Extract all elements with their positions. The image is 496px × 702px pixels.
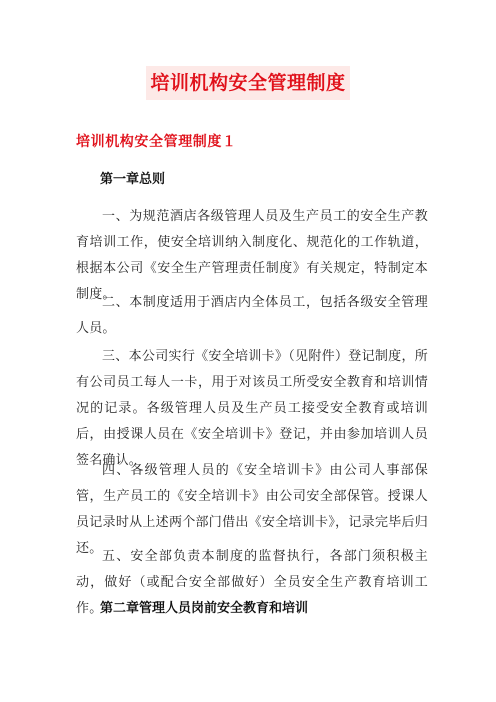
paragraph-3: 三、本公司实行《安全培训卡》（见附件）登记制度，所有公司员工每人一卡，用于对该员工所受安全教育和培训情况的记录。各级管理人员及生产员工接受安全教育或培训后，由授课人员在《安全培训卡》登记，并由参加培训人员签名确认。 [76, 349, 428, 468]
paragraph-1: 一、为规范酒店各级管理人员及生产员工的安全生产教育培训工作，使安全培训纳入制度化、规范化的工作轨道，根据本公司《安全生产管理责任制度》有关规定，特制定本制度。 [76, 209, 428, 302]
title-container [0, 66, 496, 100]
document-subtitle: 培训机构安全管理制度１ [76, 134, 237, 150]
paragraph-4: 四、各级管理人员的《安全培训卡》由公司人事部保管，生产员工的《安全培训卡》由公司安全部保管。授课人员记录时从上述两个部门借出《安全培训卡》，记录完毕后归还。 [76, 463, 428, 556]
paragraph-2: 二、本制度适用于酒店内全体员工，包括各级安全管理人员。 [76, 295, 428, 336]
document-title: 培训机构安全管理制度 [146, 66, 349, 100]
paragraph-5: 五、安全部负责本制度的监督执行，各部门须积极主动，做好（或配合安全部做好）全员安全生产教育培训工作。 [76, 549, 428, 616]
chapter-heading-1: 第一章总则 [100, 172, 166, 187]
chapter-heading-2: 第二章管理人员岗前安全教育和培训 [100, 601, 309, 616]
